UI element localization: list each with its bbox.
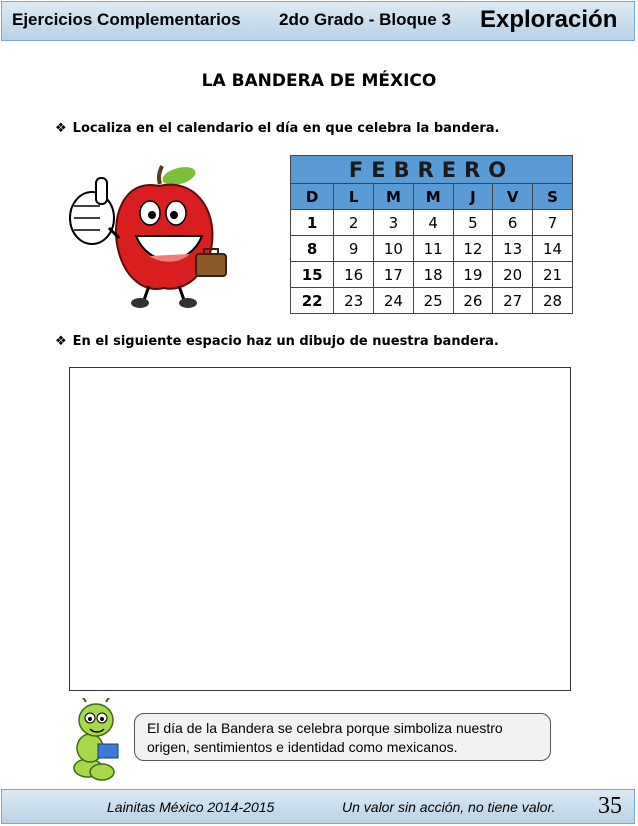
weekday: D [291,184,334,210]
calendar-day[interactable]: 25 [413,288,453,314]
footer-motto: Un valor sin acción, no tiene valor. [342,799,556,815]
header-grade: 2do Grado - Bloque 3 [279,10,451,29]
page-header [1,1,635,41]
calendar-day[interactable]: 6 [493,210,533,236]
diamond-bullet-icon: ❖ [55,121,67,136]
page-footer [1,789,635,824]
calendar-day[interactable]: 28 [533,288,573,314]
instruction-1 [55,121,499,136]
calendar-week [291,288,573,314]
calendar-weekday-row [291,184,573,210]
calendar-month: FEBRERO [291,156,573,184]
calendar-day[interactable]: 17 [374,262,414,288]
footer-source: Lainitas México 2014-2015 [107,799,275,815]
calendar-day[interactable]: 12 [453,236,493,262]
calendar-day[interactable]: 14 [533,236,573,262]
weekday: V [493,184,533,210]
calendar-week [291,262,573,288]
weekday: J [453,184,493,210]
calendar-day[interactable]: 18 [413,262,453,288]
calendar-day[interactable]: 21 [533,262,573,288]
calendar-week [291,236,573,262]
calendar-day[interactable]: 15 [291,262,334,288]
calendar-day[interactable]: 5 [453,210,493,236]
calendar-day[interactable]: 9 [334,236,374,262]
page-title: LA BANDERA DE MÉXICO [201,71,437,91]
weekday: M [413,184,453,210]
calendar-day[interactable]: 26 [453,288,493,314]
calendar-day[interactable]: 20 [493,262,533,288]
calendar-day[interactable]: 23 [334,288,374,314]
instruction-2 [55,334,499,349]
calendar-day[interactable]: 1 [291,210,334,236]
instruction-2-text: En el siguiente espacio haz un dibujo de nuestra bandera. [72,334,499,349]
page-number: 35 [598,793,622,819]
calendar-day[interactable]: 3 [374,210,414,236]
worm-mascot-icon [66,698,128,782]
instruction-1-text: Localiza en el calendario el día en que celebra la bandera. [72,121,500,136]
header-subject: Ejercicios Complementarios [12,10,241,29]
calendar-day[interactable]: 22 [291,288,334,314]
calendar-day[interactable]: 27 [493,288,533,314]
apple-mascot-icon [64,158,234,312]
calendar-day[interactable]: 24 [374,288,414,314]
calendar-day[interactable]: 2 [334,210,374,236]
calendar-day[interactable]: 8 [291,236,334,262]
calendar-week [291,210,573,236]
diamond-bullet-icon: ❖ [55,334,67,349]
calendar-day[interactable]: 19 [453,262,493,288]
weekday: L [334,184,374,210]
weekday: M [374,184,414,210]
flag-day-note: El día de la Bandera se celebra porque simboliza nuestro origen, sentimientos e identidad como mexicanos. [134,713,551,761]
flag-drawing-area[interactable] [69,367,571,691]
calendar-day[interactable]: 7 [533,210,573,236]
weekday: S [533,184,573,210]
calendar-day[interactable]: 16 [334,262,374,288]
calendar-day[interactable]: 4 [413,210,453,236]
calendar-day[interactable]: 13 [493,236,533,262]
february-calendar [290,155,573,314]
calendar-day[interactable]: 10 [374,236,414,262]
calendar-day[interactable]: 11 [413,236,453,262]
header-topic: Exploración [480,6,618,33]
